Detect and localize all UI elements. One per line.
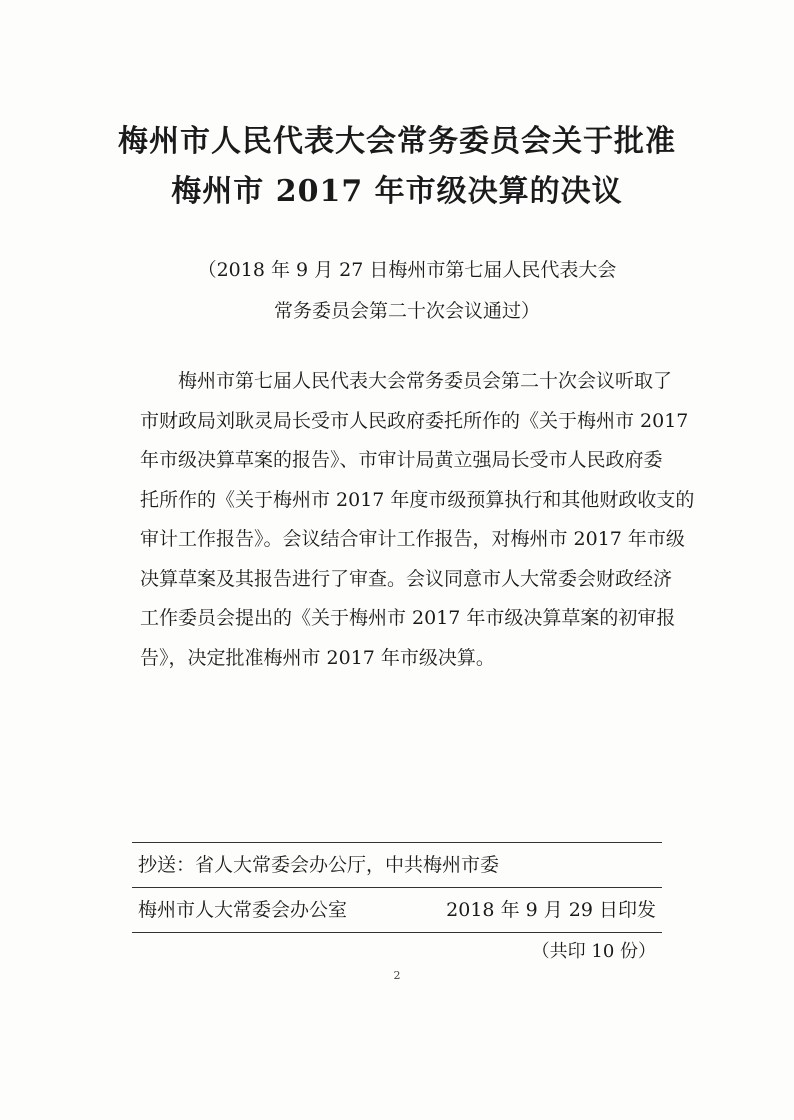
cc-recipients: 抄送：省人大常委会办公厅，中共梅州市委 (138, 854, 500, 876)
body-line: 托所作的《关于梅州市 2017 年度市级预算执行和其他财政收支的 (140, 488, 695, 511)
body-line: 市财政局刘耿灵局长受市人民政府委托所作的《关于梅州市 2017 (140, 409, 689, 432)
adoption-note-line-1: （2018 年 9 月 27 日梅州市第七届人民代表大会 (197, 259, 617, 281)
resolution-body (140, 362, 695, 678)
adoption-note-line-2: 常务委员会第二十次会议通过） (273, 300, 540, 322)
body-line: 审计工作报告》。会议结合审计工作报告，对梅州市 2017 年市级 (140, 528, 685, 550)
body-line: 决算草案及其报告进行了审查。会议同意市人大常委会财政经济 (140, 567, 673, 590)
body-line: 梅州市第七届人民代表大会常务委员会第二十次会议听取了 (178, 370, 673, 392)
issuing-office: 梅州市人大常委会办公室 (138, 899, 348, 921)
issue-date: 2018 年 9 月 29 日印发 (446, 899, 656, 921)
body-line: 告》，决定批准梅州市 2017 年市级决算。 (140, 646, 495, 669)
document-title-line-1: 梅州市人民代表大会常务委员会关于批准 (118, 124, 676, 159)
footer-divider-middle (132, 887, 662, 888)
body-line: 年市级决算草案的报告》、市审计局黄立强局长受市人民政府委 (140, 449, 663, 471)
footer-divider-top (132, 842, 662, 843)
footer-divider-bottom (132, 932, 662, 933)
body-line: 工作委员会提出的《关于梅州市 2017 年市级决算草案的初审报 (140, 607, 676, 629)
document-title-line-2: 梅州市 2017 年市级决算的决议 (171, 174, 623, 209)
print-copies: （共印 10 份） (531, 941, 656, 962)
page-number: 2 (393, 969, 401, 982)
